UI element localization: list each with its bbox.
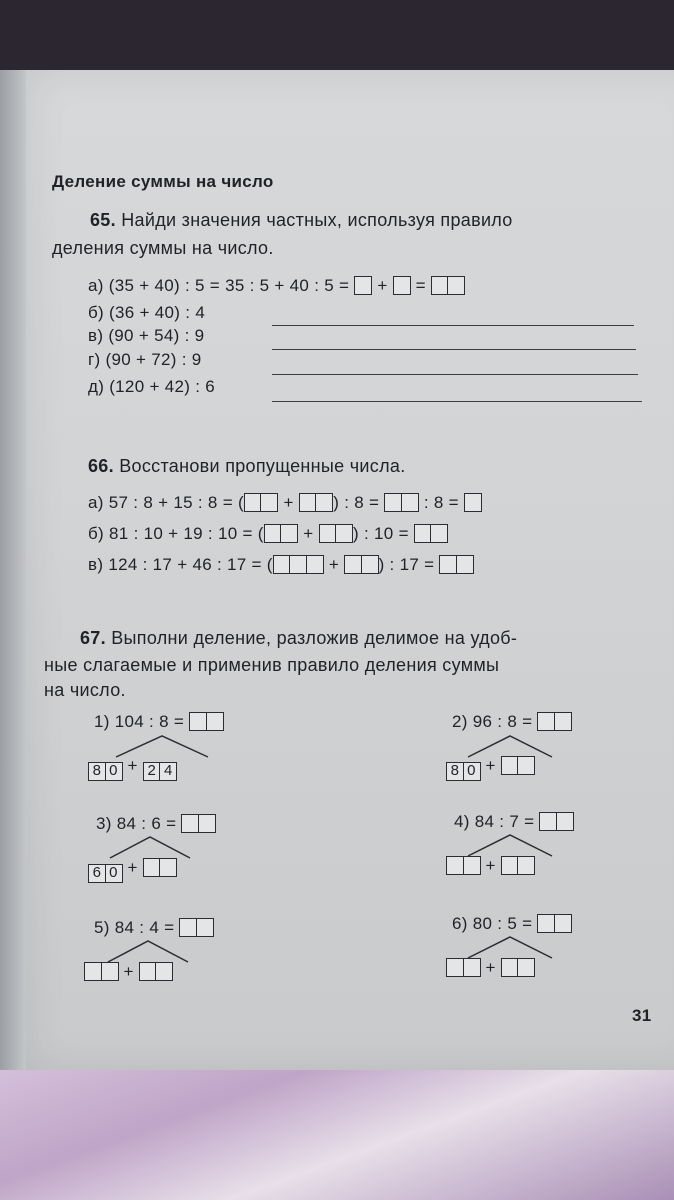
ex65-number: 65. <box>90 210 116 230</box>
item-expression: 104 : 8 = <box>114 712 185 731</box>
plus-sign: + <box>303 524 314 543</box>
item-label: б) <box>88 524 104 543</box>
ex67-item-6-split <box>446 958 535 978</box>
answer-line[interactable] <box>272 401 642 402</box>
digit-box[interactable] <box>463 958 481 977</box>
section-title: Деление суммы на число <box>52 172 274 191</box>
digit-box[interactable] <box>446 958 464 977</box>
ex65-item-a <box>88 276 465 296</box>
plus-sign: + <box>123 962 134 981</box>
answer-box[interactable] <box>299 493 317 512</box>
digit-box[interactable] <box>155 962 173 981</box>
item-expression: 80 : 5 = <box>472 914 533 933</box>
item-label: б) <box>88 303 104 322</box>
ex65-item-c <box>88 326 204 346</box>
item-label: 3) <box>96 814 112 833</box>
ex66-header <box>88 456 406 477</box>
answer-box[interactable] <box>181 814 199 833</box>
ex67-header <box>80 628 517 649</box>
item-label: д) <box>88 377 105 396</box>
answer-box[interactable] <box>401 493 419 512</box>
answer-box[interactable] <box>260 493 278 512</box>
item-expression-part: ) : 17 = <box>378 555 435 574</box>
item-label: г) <box>88 350 101 369</box>
answer-box[interactable] <box>430 524 448 543</box>
ex65-task-line2: деления суммы на число. <box>52 238 274 258</box>
answer-box[interactable] <box>264 524 282 543</box>
digit-box[interactable] <box>501 856 519 875</box>
plus-sign: + <box>485 856 496 875</box>
answer-box[interactable] <box>393 276 411 295</box>
answer-box[interactable] <box>414 524 432 543</box>
answer-box[interactable] <box>289 555 307 574</box>
item-expression: 84 : 6 = <box>116 814 177 833</box>
split-tree-lines <box>98 834 198 860</box>
answer-box[interactable] <box>456 555 474 574</box>
answer-box[interactable] <box>206 712 224 731</box>
digit-box[interactable] <box>143 858 161 877</box>
answer-box[interactable] <box>554 712 572 731</box>
item-expression-part: : 8 = <box>423 493 459 512</box>
answer-box[interactable] <box>179 918 197 937</box>
item-label: 2) <box>452 712 468 731</box>
answer-box[interactable] <box>335 524 353 543</box>
answer-box[interactable] <box>384 493 402 512</box>
answer-box[interactable] <box>537 914 555 933</box>
digit-box[interactable]: 4 <box>159 762 177 781</box>
page-gutter <box>0 70 26 1070</box>
split-tree-lines <box>456 934 556 960</box>
item-expression: (90 + 54) : 9 <box>108 326 205 345</box>
page-number: 31 <box>632 1006 652 1025</box>
answer-box[interactable] <box>198 814 216 833</box>
plus-sign: + <box>485 756 496 775</box>
item-label: а) <box>88 493 104 512</box>
item-expression: 81 : 10 + 19 : 10 = ( <box>109 524 264 543</box>
ex67-task-line1: Выполни деление, разложив делимое на удоб- <box>111 628 518 648</box>
answer-line[interactable] <box>272 349 636 350</box>
answer-box[interactable] <box>306 555 324 574</box>
ex67-item-4-split <box>446 856 535 876</box>
item-label: в) <box>88 326 104 345</box>
item-expression: 84 : 4 = <box>114 918 175 937</box>
item-expression: 124 : 17 + 46 : 17 = ( <box>108 555 273 574</box>
item-expression-part: ) : 10 = <box>353 524 409 543</box>
ex66-number: 66. <box>88 456 114 476</box>
plus-sign: + <box>127 756 138 775</box>
ex67-item-2-split <box>446 756 535 781</box>
answer-box[interactable] <box>315 493 333 512</box>
answer-box[interactable] <box>344 555 362 574</box>
digit-box[interactable] <box>101 962 119 981</box>
ex66-item-b <box>88 524 448 544</box>
digit-box[interactable] <box>446 856 464 875</box>
answer-box[interactable] <box>556 812 574 831</box>
ex65-item-e <box>88 377 215 397</box>
digit-box[interactable] <box>501 756 519 775</box>
answer-box[interactable] <box>361 555 379 574</box>
answer-box[interactable] <box>273 555 291 574</box>
answer-box[interactable] <box>244 493 262 512</box>
answer-box[interactable] <box>431 276 449 295</box>
item-label: 5) <box>94 918 110 937</box>
ex67-item-3 <box>96 814 216 834</box>
item-expression: (36 + 40) : 4 <box>109 303 206 322</box>
ex67-task-line2: ные слагаемые и применив правило деления суммы <box>44 655 500 675</box>
digit-box[interactable]: 8 <box>88 762 106 781</box>
ex66-item-c <box>88 555 474 575</box>
item-expression: 96 : 8 = <box>472 712 533 731</box>
ex67-item-4 <box>454 812 574 832</box>
plus-sign: + <box>127 858 138 877</box>
ex65-item-d <box>88 350 202 370</box>
plus-sign: + <box>377 276 388 295</box>
item-label: в) <box>88 555 104 574</box>
answer-box[interactable] <box>464 493 482 512</box>
item-expression: (90 + 72) : 9 <box>105 350 202 369</box>
answer-line[interactable] <box>272 325 634 326</box>
ex67-item-1-split <box>88 756 177 781</box>
answer-box[interactable] <box>189 712 207 731</box>
digit-box[interactable] <box>501 958 519 977</box>
ex65-header <box>90 210 513 231</box>
answer-box[interactable] <box>447 276 465 295</box>
item-label: 4) <box>454 812 470 831</box>
ex67-number: 67. <box>80 628 106 648</box>
digit-box[interactable]: 2 <box>143 762 161 781</box>
ex65-task-line1: Найди значения частных, используя правило <box>121 210 513 230</box>
answer-line[interactable] <box>272 374 638 375</box>
ex67-item-6 <box>452 914 572 934</box>
split-tree-lines <box>456 832 556 858</box>
digit-box[interactable] <box>139 962 157 981</box>
digit-box[interactable] <box>463 856 481 875</box>
digit-box[interactable]: 6 <box>88 864 106 883</box>
item-label: 1) <box>94 712 110 731</box>
ex66-task: Восстанови пропущенные числа. <box>119 456 406 476</box>
digit-box[interactable] <box>517 856 535 875</box>
digit-box[interactable] <box>517 756 535 775</box>
answer-box[interactable] <box>539 812 557 831</box>
split-tree-lines <box>96 938 196 964</box>
digit-box[interactable] <box>159 858 177 877</box>
plus-sign: + <box>328 555 340 574</box>
plus-sign: + <box>283 493 294 512</box>
digit-box[interactable]: 0 <box>463 762 481 781</box>
digit-box[interactable] <box>517 958 535 977</box>
answer-box[interactable] <box>196 918 214 937</box>
digit-box[interactable]: 0 <box>105 864 123 883</box>
answer-box[interactable] <box>319 524 337 543</box>
item-expression: (35 + 40) : 5 = 35 : 5 + 40 : 5 = <box>108 276 350 295</box>
ex67-item-5-split <box>84 962 173 982</box>
ex66-item-a <box>88 493 482 513</box>
answer-box[interactable] <box>439 555 457 574</box>
ex67-item-3-split <box>88 858 177 883</box>
ex65-item-b <box>88 303 205 323</box>
answer-box[interactable] <box>280 524 298 543</box>
digit-box[interactable]: 0 <box>105 762 123 781</box>
item-expression: 57 : 8 + 15 : 8 = ( <box>108 493 244 512</box>
item-label: 6) <box>452 914 468 933</box>
answer-box[interactable] <box>554 914 572 933</box>
item-expression: (120 + 42) : 6 <box>109 377 216 396</box>
equals-sign: = <box>415 276 426 295</box>
item-expression-part: ) : 8 = <box>333 493 380 512</box>
item-expression: 84 : 7 = <box>474 812 535 831</box>
answer-box[interactable] <box>537 712 555 731</box>
plus-sign: + <box>485 958 496 977</box>
digit-box[interactable]: 8 <box>446 762 464 781</box>
ex67-item-2 <box>452 712 572 732</box>
answer-box[interactable] <box>354 276 372 295</box>
digit-box[interactable] <box>84 962 102 981</box>
item-label: а) <box>88 276 104 295</box>
ex67-item-1 <box>94 712 224 732</box>
ex67-task-line3: на число. <box>44 680 126 700</box>
ex67-item-5 <box>94 918 214 938</box>
